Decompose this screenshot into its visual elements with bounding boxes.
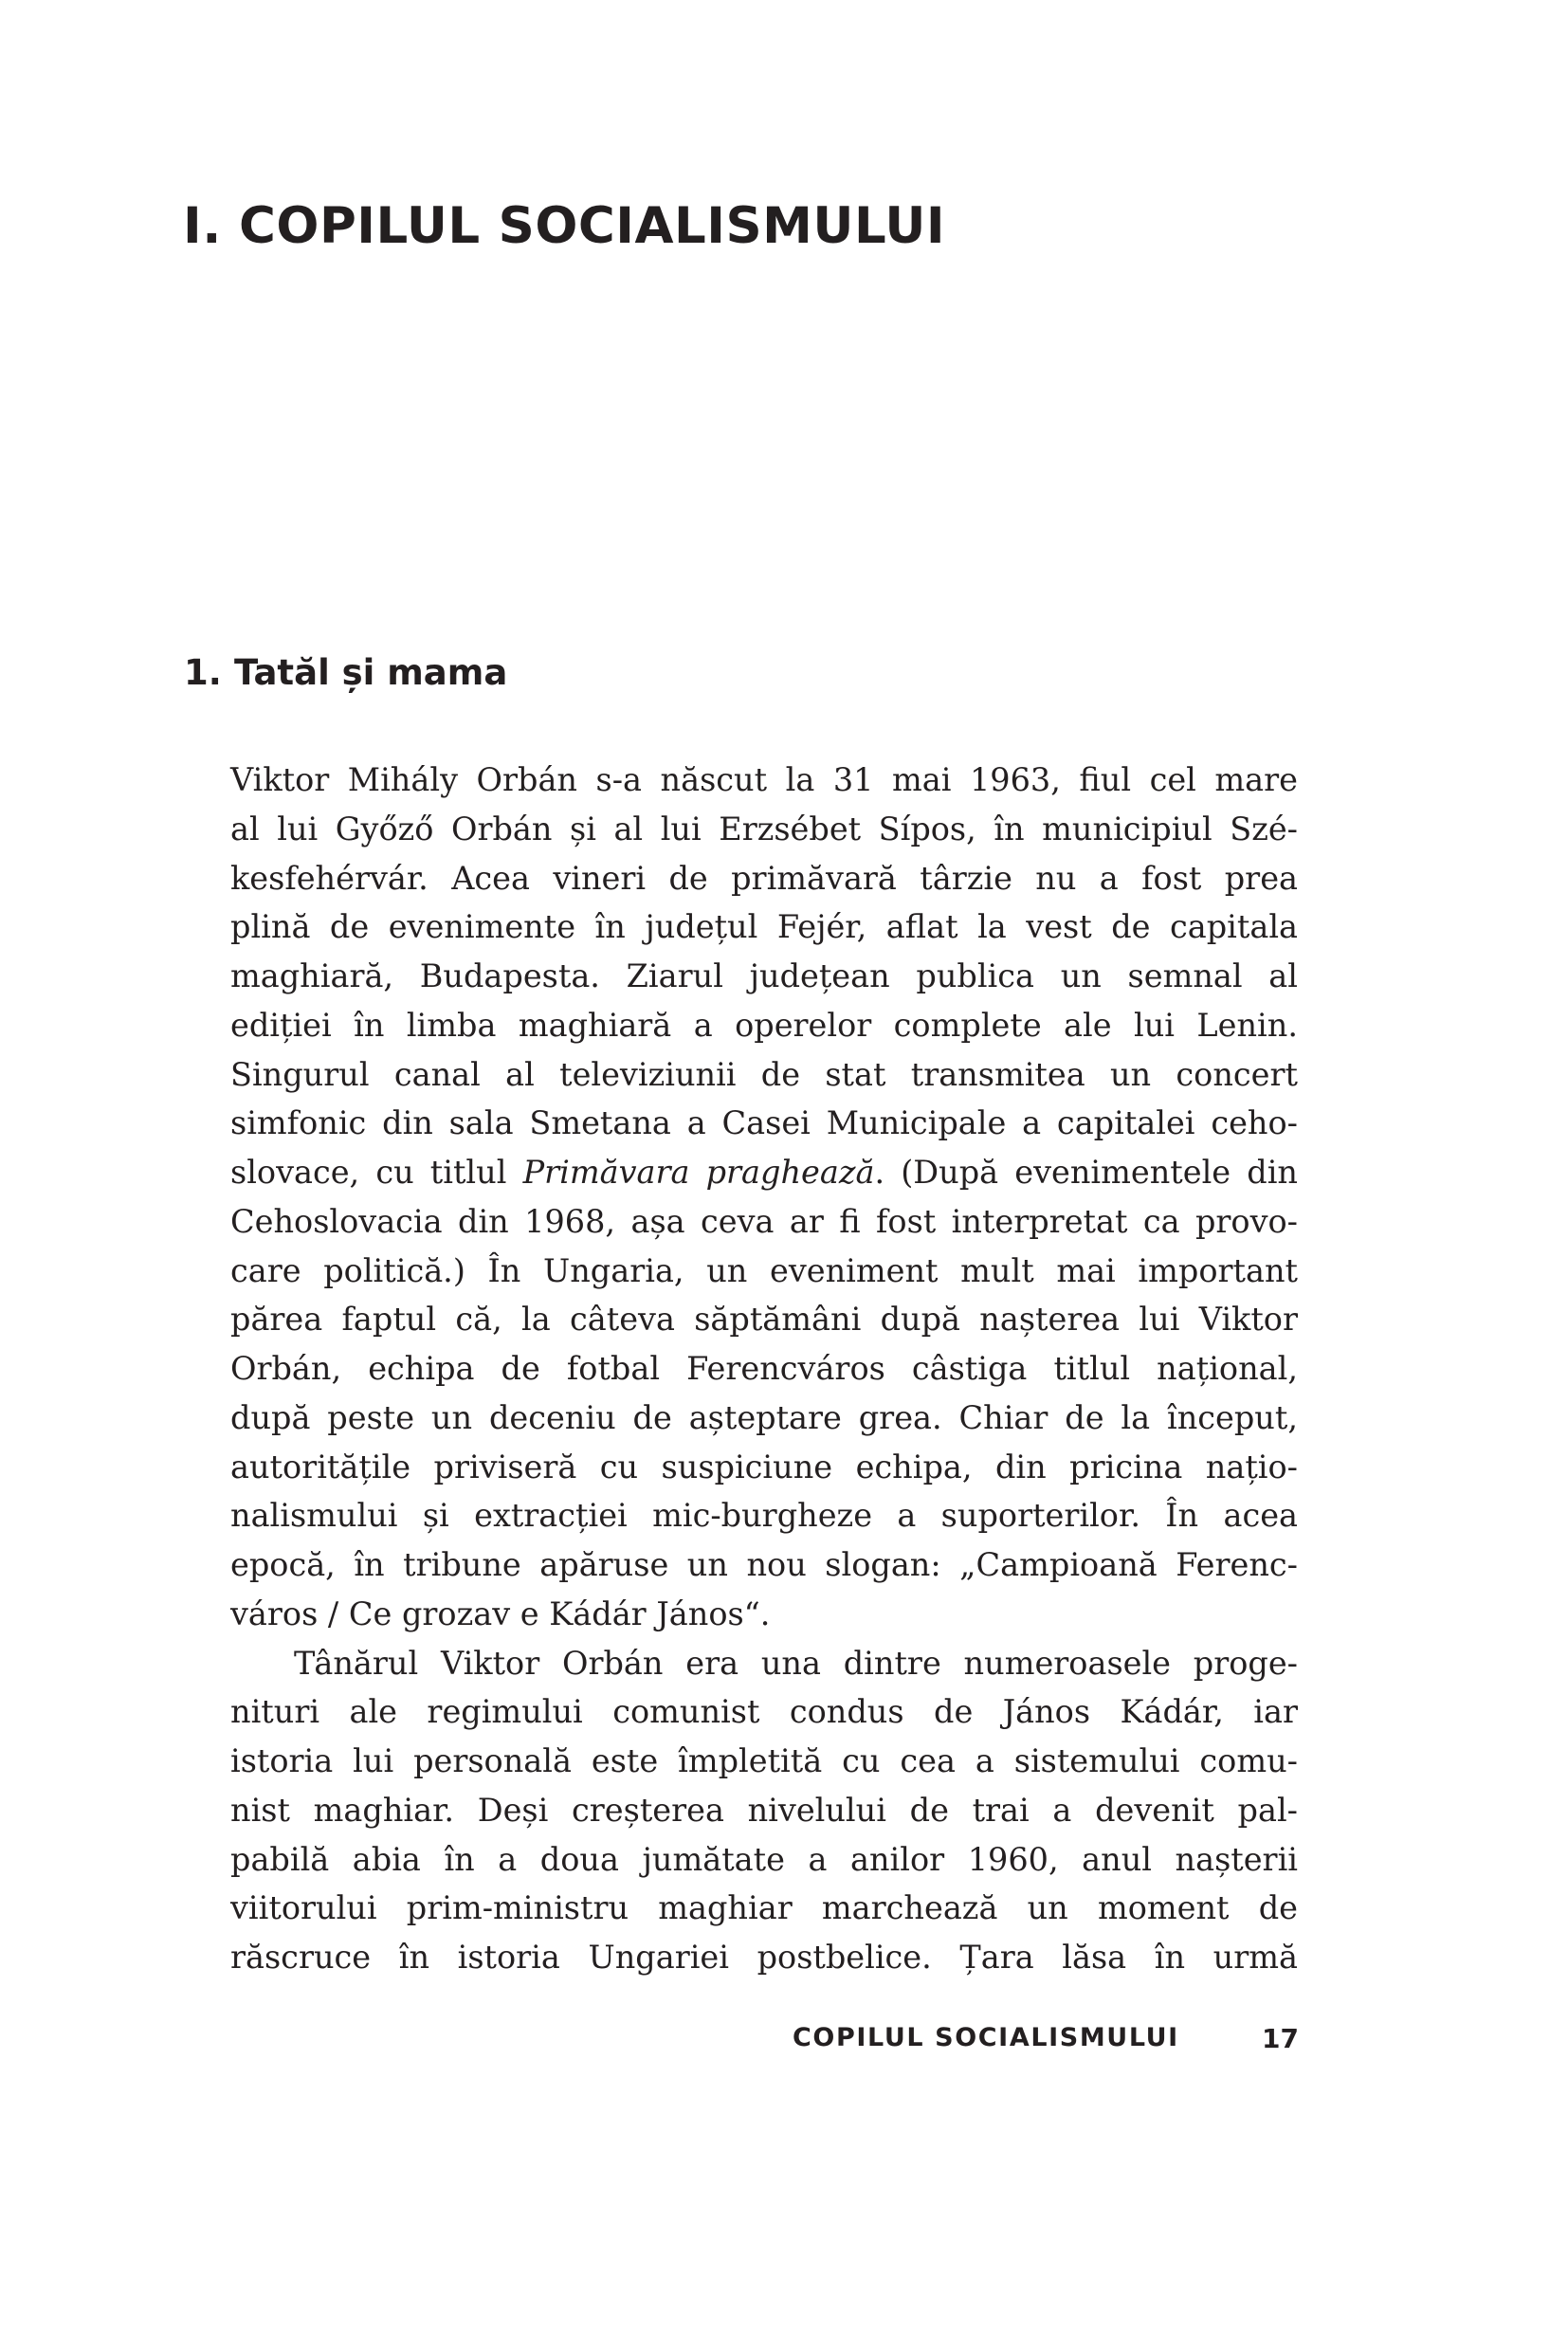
section-title-text: Tatăl și mama [234,652,508,693]
text-fragment: slovace, cu titlul [230,1154,523,1191]
text-line: nituri ale regimului comunist condus de János Kádár, iar [230,1693,1298,1731]
text-line-with-italic-title [230,1148,1298,1197]
section-number: 1. [184,652,222,693]
running-head: COPILUL SOCIALISMULUI [793,2023,1179,2052]
text-fragment: . (După evenimentele din [874,1154,1298,1191]
text-line: Viktor Mihály Orbán s-a născut la 31 mai 1963, fiul cel mare [230,761,1298,798]
text-line: după peste un deceniu de așteptare grea. Chiar de la început, [230,1398,1298,1436]
text-line: ediției în limba maghiară a operelor complete ale lui Lenin. [230,1006,1298,1044]
text-line: autoritățile priviseră cu suspiciune echipa, din pricina națio- [230,1448,1298,1485]
text-line: simfonic din sala Smetana a Casei Municipale a capitalei ceho- [230,1104,1298,1142]
page-footer [787,2019,1299,2057]
chapter-title-text: COPILUL SOCIALISMULUI [239,197,946,255]
text-line: Singurul canal al televiziunii de stat transmitea un concert [230,1055,1298,1093]
text-line: istoria lui personală este împletită cu cea a sistemului comu- [230,1742,1298,1779]
text-line: părea faptul că, la câteva săptămâni după nașterea lui Viktor [230,1301,1298,1339]
text-line: pabilă abia în a doua jumătate a anilor 1960, anul nașterii [230,1840,1298,1878]
text-line: nist maghiar. Deși creșterea nivelului de trai a devenit pal- [230,1791,1298,1829]
text-line: Orbán, echipa de fotbal Ferencváros câstiga titlul național, [230,1350,1298,1387]
work-title-italic: Primăvara praghează [522,1154,875,1191]
text-line: epocă, în tribune apăruse un nou slogan: „Campioană Ferenc- [230,1546,1298,1583]
paragraph-2 [230,1639,1298,1982]
paragraph-1 [230,756,1298,1639]
text-line: viitorului prim-ministru maghiar marchează un moment de [230,1889,1298,1927]
text-line: Tânărul Viktor Orbán era una dintre numeroasele proge- [294,1644,1298,1682]
chapter-title [183,195,945,258]
text-line: város / Ce grozav e Kádár János“. [230,1595,771,1632]
text-line: răscruce în istoria Ungariei postbelice. Țara lăsa în urmă [230,1939,1298,1976]
body-text [230,756,1298,1982]
text-line: al lui Győző Orbán și al lui Erzsébet Sípos, în municipiul Szé- [230,810,1298,847]
page-number: 17 [1262,2023,1299,2054]
text-line: nalismului și extracției mic-burgheze a suporterilor. În acea [230,1497,1298,1535]
text-line: Cehoslovacia din 1968, așa ceva ar fi fost interpretat ca provo- [230,1202,1298,1240]
chapter-number: I. [183,197,222,255]
section-heading [184,650,507,696]
text-line: kesfehérvár. Acea vineri de primăvară târzie nu a fost prea [230,859,1298,897]
text-line: maghiară, Budapesta. Ziarul județean publica un semnal al [230,957,1298,994]
text-line: care politică.) În Ungaria, un eveniment mult mai important [230,1251,1298,1289]
text-line: plină de evenimente în județul Fejér, aflat la vest de capitala [230,908,1298,946]
